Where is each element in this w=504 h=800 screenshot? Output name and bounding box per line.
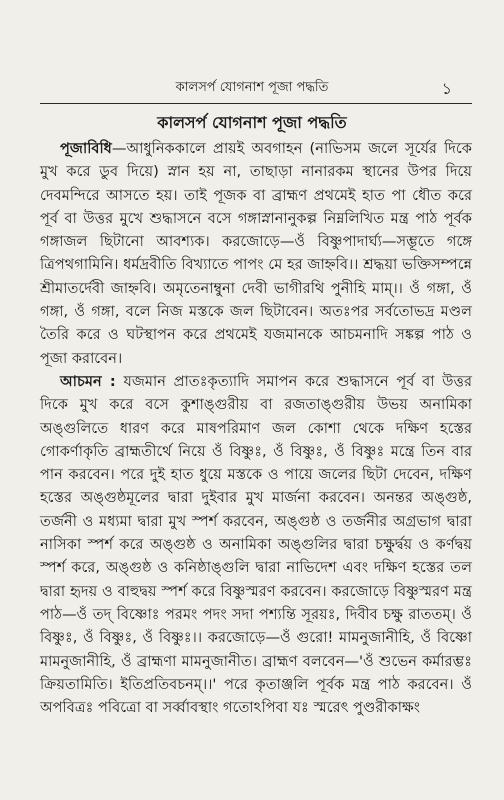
- header-rule: [40, 103, 472, 104]
- running-header: [0, 76, 504, 98]
- page-number: ১: [441, 79, 452, 98]
- body-text: [40, 137, 472, 719]
- paragraph-text: যজমান প্রাতঃকৃত্যাদি সমাপন করে শুদ্ধাসনে পূর্ব বা উত্তর দিকে মুখ করে বসে কুশাঙ্গুরীয় বা রজতাঙ্গুরীয় উভয় অনামিকা অঙ্গুলিতে ধারণ করে মাষপরিমাণ জল কোশা থেকে দক্ষিণ হস্তের গোকর্ণাকৃতি ব্রাহ্মতীর্থে নিয়ে ওঁ বিষ্ণুঃ, ওঁ বিষ্ণুঃ, ওঁ বিষ্ণুঃ মন্ত্রে তিন বার পান করবেন। পরে দুই হাত ধুয়ে মস্তকে ও পায়ে জলের ছিটা দেবেন, দক্ষিণ হস্তের অঙ্গুষ্ঠমূলের দ্বারা দুইবার মুখ মার্জনা করবেন। অনন্তর অঙ্গুষ্ঠ, তর্জনী ও মধ্যমা দ্বারা মুখ স্পর্শ করবেন, অঙ্গুষ্ঠ ও তর্জনীর অগ্রভাগ দ্বারা নাসিকা স্পর্শ করে অঙ্গুষ্ঠ ও অনামিকা অঙ্গুলির দ্বারা চক্ষুর্দ্বয় ও কর্ণদ্বয় স্পর্শ করে, অঙ্গুষ্ঠ ও কনিষ্ঠাঙ্গুলি দ্বারা নাভিদেশ এবং দক্ষিণ হস্তের তল দ্বারা হৃদয় ও বাহুদ্বয় স্পর্শ করে বিষ্ণুস্মরণ করবেন। করজোড়ে বিষ্ণুস্মরণ মন্ত্র পাঠ—ওঁ তদ্ বিষ্ণোঃ পরমং পদং সদা পশ্যন্তি সূরয়ঃ, দিবীব চক্ষু রাততম্। ওঁ বিষ্ণুঃ, ওঁ বিষ্ণুঃ, ওঁ বিষ্ণুঃ।। করজোড়ে—ওঁ গুরো! মামনুজানীহি, ওঁ বিষ্ণো মামনুজানীহি, ওঁ ব্রাহ্মণা মামনুজানীত। ব্রাহ্মণ বলবেন—'ওঁ শুভেন কর্মারম্ভঃ ক্রিয়তামিতি। ইতিপ্রতিবচনম্।।' পরে কৃতাঞ্জলি পূর্বক মন্ত্র পাঠ করবেন। ওঁ অপবিত্রঃ পবিত্রো বা সর্ব্বাবস্থাং গতোঽপিবা যঃ স্মরেৎ পুণ্ডরীকাক্ষং: [40, 372, 472, 717]
- paragraph-lead: আচমন :: [60, 372, 116, 390]
- section-title: কালসর্প যোগনাশ পূজা পদ্ধতি: [157, 113, 347, 132]
- paragraph-achaman: [40, 370, 472, 719]
- paragraph-lead: পূজাবিধি: [60, 140, 112, 157]
- paragraph-text: —আধুনিককালে প্রায়ই অবগাহন (নাভিসম জলে সূর্যের দিকে মুখ করে ডুব দিয়ে) স্নান হয় না, তাছাড়া নানারকম স্থানের উপর দিয়ে দেবমন্দিরে আসতে হয়। তাই পূজক বা ব্রাহ্মণ প্রথমেই হাত পা ধৌত করে পূর্ব বা উত্তর মুখে শুদ্ধাসনে বসে গঙ্গাস্নানানুকল্প নিম্নলিখিত মন্ত্র পাঠ পূর্বক গঙ্গাজল ছিটানো আবশ্যক। করজোড়ে—ওঁ বিষ্ণুপাদার্ঘ্য—সম্ভূতে গঙ্গে ত্রিপথগামিনি। ধর্মদ্রবীতি বিখ্যাতে পাপং মে হর জাহ্নবি।। শ্রদ্ধয়া ভক্তিসম্পন্নে শ্রীমাতর্দেবী জাহ্নবি। অমৃতেনাম্বুনা দেবী ভাগীরথি পুনীহি মাম্।। ওঁ গঙ্গা, ওঁ গঙ্গা, ওঁ গঙ্গা, বলে নিজ মস্তকে জল ছিটাবেন। অতঃপর সর্বতোভদ্র মণ্ডল তৈরি করে ও ঘটস্থাপন করে প্রথমেই যজমানকে আচমনাদি সঙ্কল্প পাঠ ও পূজা করাবেন।: [40, 140, 472, 367]
- running-title: কালসর্প যোগনাশ পূজা পদ্ধতি: [175, 80, 329, 95]
- paragraph-puja-vidhi: [40, 137, 472, 370]
